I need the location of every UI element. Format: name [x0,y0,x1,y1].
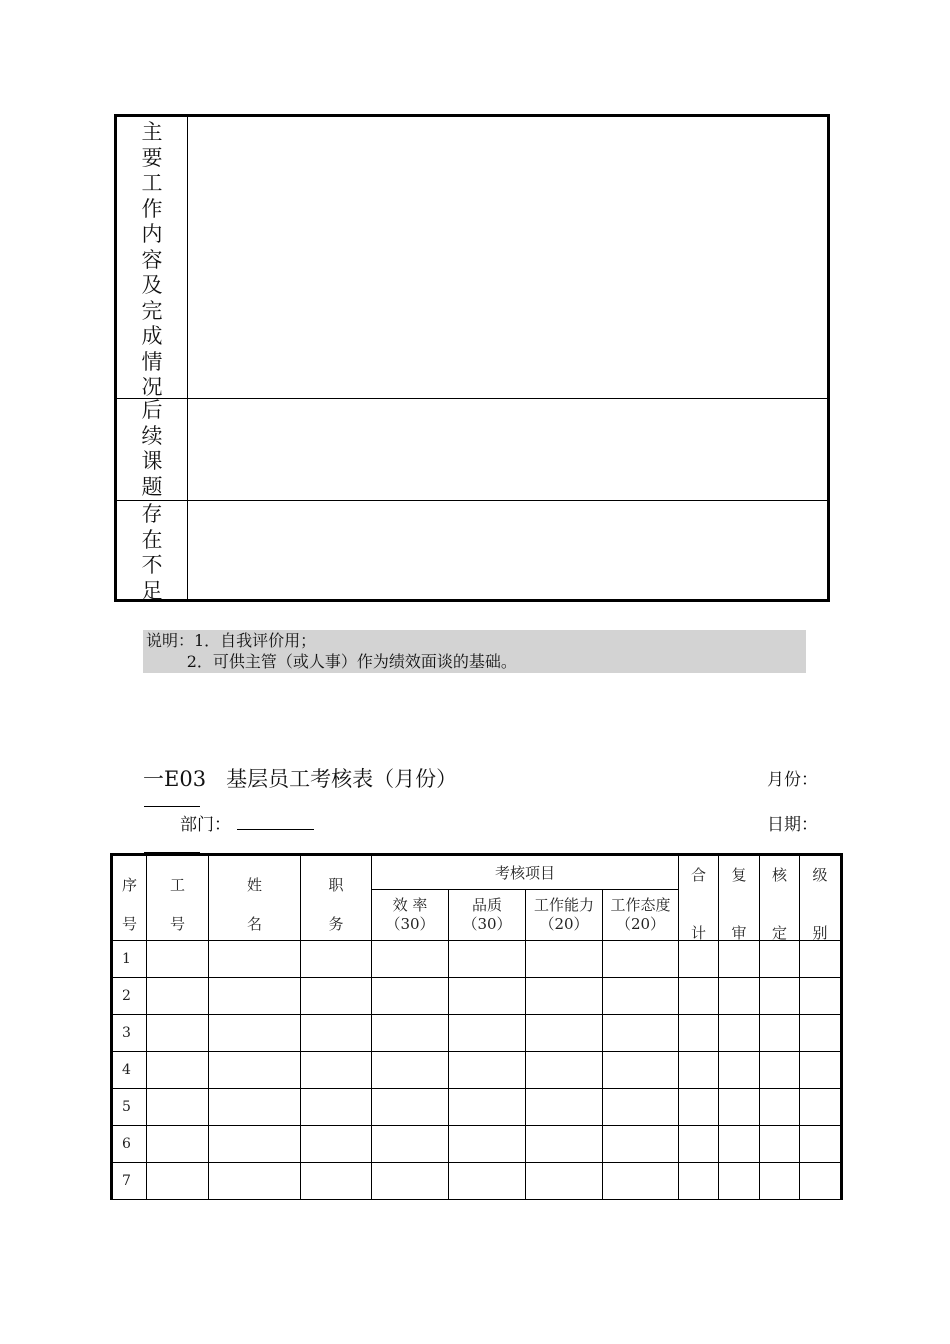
work-content-label: 主 要 工 作 内 容 及 完 成 情 况 [117,117,188,398]
table-cell[interactable] [526,941,603,978]
row-number: 7 [112,1163,147,1200]
table-cell[interactable] [760,1163,800,1200]
header-attitude: 工作态度 （20） [603,889,679,940]
note-line-1: 说明：1．自我评价用； [146,631,317,650]
table-cell[interactable] [301,1089,372,1126]
table-cell[interactable] [147,941,209,978]
table-cell[interactable] [800,941,842,978]
table-cell[interactable] [372,941,449,978]
work-content-row [117,117,827,399]
table-cell[interactable] [147,1126,209,1163]
table-cell[interactable] [679,1163,719,1200]
table-cell[interactable] [760,941,800,978]
date-label: 日期： [767,815,818,835]
table-cell[interactable] [760,1126,800,1163]
table-cell[interactable] [719,1015,760,1052]
header-ability: 工作能力 （20） [526,889,603,940]
table-cell[interactable] [800,1015,842,1052]
header-efficiency: 效 率 （30） [372,889,449,940]
table-cell[interactable] [526,978,603,1015]
header-review: 复 审 [719,855,760,941]
table-cell[interactable] [719,1126,760,1163]
table-cell[interactable] [679,978,719,1015]
table-cell[interactable] [209,1126,301,1163]
table-body [112,941,842,1200]
department-label: 部门： [180,815,231,835]
table-cell[interactable] [301,1126,372,1163]
shortcomings-label: 存 在 不 足 [117,500,188,599]
header-name: 姓 名 [209,855,301,941]
table-cell[interactable] [800,1163,842,1200]
row-number: 6 [112,1126,147,1163]
row-number: 1 [112,941,147,978]
table-cell[interactable] [372,1126,449,1163]
header-grade: 级 别 [800,855,842,941]
table-row [112,1015,842,1052]
row-number: 4 [112,1052,147,1089]
form-title: 一E03 基层员工考核表（月份） [143,767,458,791]
table-cell[interactable] [209,941,301,978]
table-cell[interactable] [526,1126,603,1163]
header-total: 合 计 [679,855,719,941]
table-row [112,978,842,1015]
table-cell[interactable] [603,1089,679,1126]
table-cell[interactable] [800,1089,842,1126]
table-cell[interactable] [760,1052,800,1089]
self-evaluation-form [114,114,830,602]
table-cell[interactable] [679,941,719,978]
table-cell[interactable] [760,1089,800,1126]
table-cell[interactable] [449,941,526,978]
table-cell[interactable] [526,1052,603,1089]
department-blank-line[interactable] [237,829,314,830]
month-label: 月份： [767,770,818,790]
table-cell[interactable] [372,1015,449,1052]
assessment-table [110,853,843,1200]
table-cell[interactable] [301,978,372,1015]
header-position: 职 务 [301,855,372,941]
shortcomings-field[interactable] [188,500,827,599]
table-cell[interactable] [603,1163,679,1200]
row-number: 5 [112,1089,147,1126]
table-cell[interactable] [526,1163,603,1200]
table-cell[interactable] [760,978,800,1015]
table-cell[interactable] [719,1052,760,1089]
table-cell[interactable] [760,1015,800,1052]
table-cell[interactable] [209,1015,301,1052]
header-seq: 序 号 [112,855,147,941]
table-cell[interactable] [449,978,526,1015]
table-cell[interactable] [301,1052,372,1089]
table-cell[interactable] [209,1089,301,1126]
follow-up-field[interactable] [188,398,827,500]
header-assessment-items: 考核项目 [372,855,679,890]
table-cell[interactable] [719,1163,760,1200]
table-cell[interactable] [603,1126,679,1163]
table-cell[interactable] [449,1052,526,1089]
table-cell[interactable] [209,978,301,1015]
table-cell[interactable] [147,1163,209,1200]
table-cell[interactable] [372,1052,449,1089]
table-cell[interactable] [147,1089,209,1126]
table-cell[interactable] [800,1052,842,1089]
table-cell[interactable] [372,978,449,1015]
table-cell[interactable] [301,1163,372,1200]
table-cell[interactable] [526,1089,603,1126]
work-content-field[interactable] [188,117,827,398]
table-cell[interactable] [719,1089,760,1126]
table-cell[interactable] [719,978,760,1015]
table-cell[interactable] [603,941,679,978]
table-cell[interactable] [603,1052,679,1089]
table-cell[interactable] [800,1126,842,1163]
table-row [112,1052,842,1089]
table-cell[interactable] [679,1015,719,1052]
follow-up-row [117,398,827,501]
table-cell[interactable] [372,1163,449,1200]
table-cell[interactable] [209,1163,301,1200]
table-cell[interactable] [719,941,760,978]
table-cell[interactable] [603,1015,679,1052]
table-cell[interactable] [301,941,372,978]
header-quality: 品质 （30） [449,889,526,940]
note-line-2: 2．可供主管（或人事）作为绩效面谈的基础。 [146,652,517,671]
table-cell[interactable] [679,1126,719,1163]
table-cell[interactable] [449,1089,526,1126]
header-emp-no: 工 号 [147,855,209,941]
table-cell[interactable] [603,978,679,1015]
follow-up-label: 后 续 课 题 [117,398,188,500]
table-row [112,1126,842,1163]
table-cell[interactable] [209,1052,301,1089]
month-blank-line [144,806,200,807]
header-approve: 核 定 [760,855,800,941]
table-cell[interactable] [449,1126,526,1163]
row-number: 2 [112,978,147,1015]
table-cell[interactable] [800,978,842,1015]
shortcomings-row [117,500,827,603]
table-cell[interactable] [147,1015,209,1052]
table-row [112,1163,842,1200]
table-row [112,941,842,978]
table-cell[interactable] [449,1015,526,1052]
row-number: 3 [112,1015,147,1052]
table-cell[interactable] [679,1052,719,1089]
instructions-note [143,630,806,673]
table-cell[interactable] [372,1089,449,1126]
table-cell[interactable] [147,978,209,1015]
table-cell[interactable] [526,1015,603,1052]
table-cell[interactable] [147,1052,209,1089]
table-cell[interactable] [301,1015,372,1052]
table-row [112,1089,842,1126]
table-cell[interactable] [449,1163,526,1200]
table-cell[interactable] [679,1089,719,1126]
